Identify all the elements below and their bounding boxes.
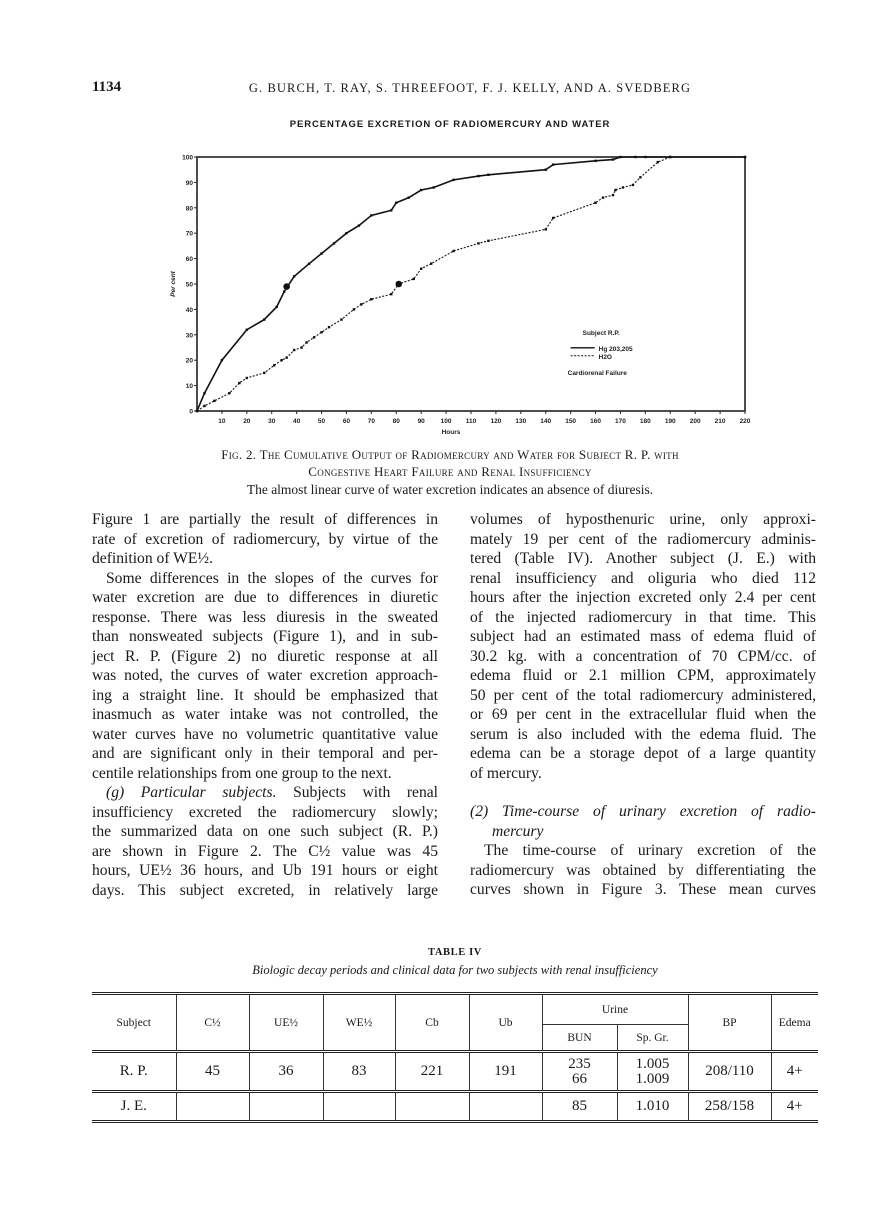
text-line: volumes of hyposthenuric urine, only approxi- [470, 511, 816, 528]
x-tick-label: 20 [243, 418, 251, 425]
text-line: tered (Table IV). Another subject (J. E.) with [470, 550, 816, 567]
data-point [293, 349, 295, 351]
data-point [614, 189, 616, 191]
data-point [333, 242, 335, 244]
data-point [545, 228, 547, 230]
legend-water-label: H2O [598, 353, 613, 361]
data-point [280, 359, 282, 361]
table-row [92, 1052, 818, 1092]
cell-ue-half: 36 [249, 1052, 323, 1092]
text-line: than nonsweated subjects (Figure 1), and in sub- [92, 628, 438, 645]
x-tick-label: 90 [417, 418, 425, 425]
header-we-half: WE½ [323, 994, 395, 1052]
cell-edema: 4+ [771, 1052, 818, 1092]
x-tick-label: 150 [565, 418, 577, 425]
header-subject: Subject [116, 1016, 151, 1029]
text-line: water curves have no volumetric quantitative value [92, 725, 438, 743]
data-point [408, 196, 410, 198]
cell-cb [395, 1092, 469, 1122]
text-line: inasmuch as water intake was not controlled, the [92, 706, 438, 723]
cell-c-half [176, 1092, 249, 1122]
data-point [390, 293, 392, 295]
data-point [358, 224, 360, 226]
text-line: the summarized data on one such subject (R. P.) [92, 823, 438, 840]
x-tick-label: 80 [392, 418, 400, 425]
text-line: insufficiency excreted the radiomercury slowly; [92, 803, 438, 821]
right-column [470, 510, 816, 900]
x-tick-label: 130 [515, 418, 527, 425]
data-point [477, 242, 479, 244]
data-point [634, 156, 636, 158]
x-tick-label: 120 [490, 418, 502, 425]
cell-value: 1.010 [635, 1098, 670, 1114]
y-tick-label: 40 [185, 306, 193, 314]
x-tick-label: 200 [689, 418, 701, 425]
data-point [622, 186, 624, 188]
x-tick-label: 70 [367, 418, 375, 425]
data-point [420, 189, 422, 191]
text-line: serum is also included with the edema fluid. The [470, 725, 816, 743]
data-point [644, 156, 646, 158]
data-point [639, 176, 641, 178]
text-line: water excretion are due to differences in diuretic [92, 589, 438, 606]
data-point [390, 209, 392, 211]
data-point [413, 278, 415, 280]
header-c-half: C½ [176, 994, 249, 1052]
text-line: The time-course of urinary excretion of the [484, 842, 816, 859]
x-tick-label: 160 [590, 418, 601, 425]
data-point [619, 156, 621, 158]
data-point [612, 194, 614, 196]
cell-cb: 221 [395, 1052, 469, 1092]
cell-subject: R. P. [119, 1063, 148, 1079]
header-bp: BP [688, 994, 771, 1052]
text-line: renal insufficiency and oliguria who died 112 [470, 569, 816, 587]
text-line: edema can be a storage depot of a large quantity [470, 745, 816, 762]
x-tick-label: 210 [714, 418, 726, 425]
x-tick-label: 10 [218, 418, 226, 425]
cell-ub: 191 [469, 1052, 542, 1092]
data-point [602, 196, 604, 198]
series-line-water [197, 157, 745, 411]
cell-value: 235 [568, 1055, 591, 1072]
x-tick-label: 220 [739, 418, 751, 425]
cell-value: 1.009 [635, 1070, 670, 1087]
figure-2-chart [160, 140, 780, 440]
data-point [360, 303, 362, 305]
data-point [452, 179, 454, 181]
cell-ub [469, 1092, 542, 1122]
legend-title: Subject R.P. [582, 329, 620, 337]
data-point [263, 372, 265, 374]
data-point [228, 392, 230, 394]
table-title: TABLE IV [428, 947, 482, 958]
data-point [370, 298, 372, 300]
data-point [196, 410, 198, 412]
data-point [487, 174, 489, 176]
table-iv [92, 992, 818, 1123]
header-edema: Edema [771, 994, 818, 1052]
header-ub: Ub [469, 994, 542, 1052]
y-tick-label: 50 [185, 281, 193, 289]
text-line: mately 19 per cent of the radiomercury adminis- [470, 530, 816, 548]
header-urine: Urine [542, 994, 688, 1025]
data-point [203, 405, 205, 407]
data-point [669, 156, 671, 158]
x-tick-label: 30 [268, 418, 276, 425]
y-tick-label: 20 [185, 357, 193, 365]
data-point [452, 250, 454, 252]
data-point [340, 318, 342, 320]
data-point [263, 318, 265, 320]
text-line: ject R. P. (Figure 2) no diuretic response at all [92, 647, 438, 665]
data-point [283, 290, 285, 292]
text-line: of the injected radiomercury in that time. This [470, 608, 816, 626]
cell-c-half: 45 [176, 1052, 249, 1092]
legend-hg-label: Hg 203,205 [598, 345, 633, 353]
subheading-line [92, 783, 438, 803]
data-point [432, 186, 434, 188]
data-point [221, 359, 223, 361]
cell-we-half [323, 1092, 395, 1122]
plot-frame [197, 157, 745, 411]
header-ue-half: UE½ [249, 994, 323, 1052]
y-tick-label: 30 [185, 332, 193, 340]
text-line: ing a straight line. It should be emphasized that [92, 686, 438, 704]
y-tick-label: 60 [185, 256, 193, 264]
x-tick-label: 50 [317, 418, 326, 425]
x-tick-label: 140 [540, 418, 552, 425]
running-header-authors: G. BURCH, T. RAY, S. THREEFOOT, F. J. KELLY, AND A. SVEDBERG [248, 81, 692, 95]
text-line: centile relationships from one group to the next. [92, 764, 392, 782]
data-point [594, 160, 596, 162]
text-line: response. There was less diuresis in the sweated [92, 608, 438, 626]
cell-value: 1.005 [635, 1055, 670, 1072]
data-point [370, 214, 372, 216]
text-line: Figure 1 are partially the result of differences in [92, 511, 438, 528]
text-line: subject had an estimated mass of edema fluid of [470, 628, 816, 645]
data-point [552, 163, 554, 165]
cell-sp-gr [617, 1052, 688, 1092]
cell-bp: 258/158 [688, 1092, 771, 1122]
text-line: radiomercury was obtained by differentiating the [470, 861, 816, 879]
text-segment: Subjects with renal [293, 784, 438, 801]
cell-sp-gr [617, 1092, 688, 1122]
y-tick-label: 100 [182, 154, 193, 162]
data-point [345, 232, 347, 234]
header-sp-gr: Sp. Gr. [617, 1025, 688, 1052]
section-heading-cont: mercury [492, 822, 544, 840]
y-tick-label: 0 [189, 408, 193, 416]
data-point [320, 252, 322, 254]
text-line: was noted, the curves of water excretion approach- [92, 667, 438, 684]
data-point [308, 262, 310, 264]
data-point [285, 356, 287, 358]
data-point [353, 308, 355, 310]
x-tick-label: 60 [342, 418, 351, 425]
subheading-particular-subjects: (g) Particular subjects. [106, 784, 277, 801]
cell-edema: 4+ [771, 1092, 818, 1122]
cell-value: 85 [572, 1098, 587, 1114]
y-tick-label: 90 [185, 179, 193, 187]
text-line: days. This subject excreted, in relatively large [92, 881, 438, 899]
half-time-marker [395, 281, 402, 288]
text-line: edema fluid or 2.1 million CPM, approximately [470, 667, 816, 684]
cell-bun [542, 1052, 617, 1092]
data-point [487, 240, 489, 242]
data-point [313, 336, 315, 338]
data-point [612, 158, 614, 160]
data-point [395, 202, 397, 204]
data-point [430, 262, 432, 264]
text-line: 50 per cent of the total radiomercury administered, [470, 686, 816, 704]
x-axis-label: Hours [441, 429, 461, 436]
data-point [320, 331, 322, 333]
cell-ue-half [249, 1092, 323, 1122]
data-point [276, 306, 278, 308]
cell-bun [542, 1092, 617, 1122]
section-heading: (2) Time-course of urinary excretion of radio- [470, 803, 816, 820]
page-number: 1134 [92, 79, 122, 95]
data-point [238, 382, 240, 384]
cell-value: 66 [572, 1070, 587, 1087]
data-point [420, 268, 422, 270]
data-point [632, 184, 634, 186]
x-tick-label: 180 [639, 418, 651, 425]
data-point [246, 329, 248, 331]
data-point [545, 169, 547, 171]
y-tick-label: 80 [185, 205, 193, 213]
header-bun: BUN [542, 1025, 617, 1052]
data-point [744, 156, 746, 158]
text-line: of mercury. [470, 764, 542, 782]
text-line: definition of WE½. [92, 550, 213, 567]
y-tick-label: 70 [185, 230, 193, 238]
data-point [203, 392, 205, 394]
text-line: or 69 per cent in the extracellular fluid when the [470, 706, 816, 723]
text-line: rate of excretion of radiomercury, by virtue of the [92, 530, 438, 548]
x-tick-label: 190 [664, 418, 676, 425]
text-line: hours after the injection excreted only 2.4 per cent [470, 589, 816, 606]
series-line-hg [197, 157, 745, 411]
data-point [246, 377, 248, 379]
table-row [92, 1092, 818, 1122]
chart-title: PERCENTAGE EXCRETION OF RADIOMERCURY AND WATER [289, 119, 611, 130]
text-line: curves shown in Figure 3. These mean curves [470, 881, 816, 898]
data-point [213, 400, 215, 402]
y-axis-label: Per cent [170, 271, 177, 297]
data-point [273, 364, 275, 366]
data-point [477, 175, 479, 177]
figure-caption-note: The almost linear curve of water excretion indicates an absence of diuresis. [246, 482, 654, 497]
x-tick-label: 170 [615, 418, 626, 425]
text-line: are shown in Figure 2. The C½ value was 45 [92, 842, 438, 860]
header-cb: Cb [395, 994, 469, 1052]
data-point [300, 346, 302, 348]
left-column [92, 510, 438, 900]
y-tick-label: 10 [185, 383, 193, 391]
data-point [305, 341, 307, 343]
cell-bp: 208/110 [688, 1052, 771, 1092]
figure-caption-line-1: Fig. 2. The Cumulative Output of Radiomercury and Water for Subject R. P. with [221, 447, 679, 462]
data-point [552, 217, 554, 219]
text-line: 30.2 kg. with a concentration of 70 CPM/cc. of [470, 647, 816, 665]
x-tick-label: 110 [465, 418, 477, 425]
data-point [293, 275, 295, 277]
legend-note: Cardiorenal Failure [567, 369, 627, 377]
text-line: hours, UE½ 36 hours, and Ub 191 hours or eight [92, 862, 438, 879]
cell-subject: J. E. [120, 1098, 147, 1114]
cell-we-half: 83 [323, 1052, 395, 1092]
x-tick-label: 40 [293, 418, 301, 425]
x-tick-label: 100 [440, 418, 452, 425]
text-line: Some differences in the slopes of the curves for [106, 569, 438, 587]
table-caption: Biologic decay periods and clinical data for two subjects with renal insufficiency [252, 963, 658, 977]
data-point [594, 202, 596, 204]
figure-caption-line-2: Congestive Heart Failure and Renal Insufficiency [308, 464, 592, 479]
data-point [657, 161, 659, 163]
half-time-marker [283, 283, 290, 290]
text-line: and are significant only in their temporal and per- [92, 745, 438, 762]
data-point [328, 326, 330, 328]
